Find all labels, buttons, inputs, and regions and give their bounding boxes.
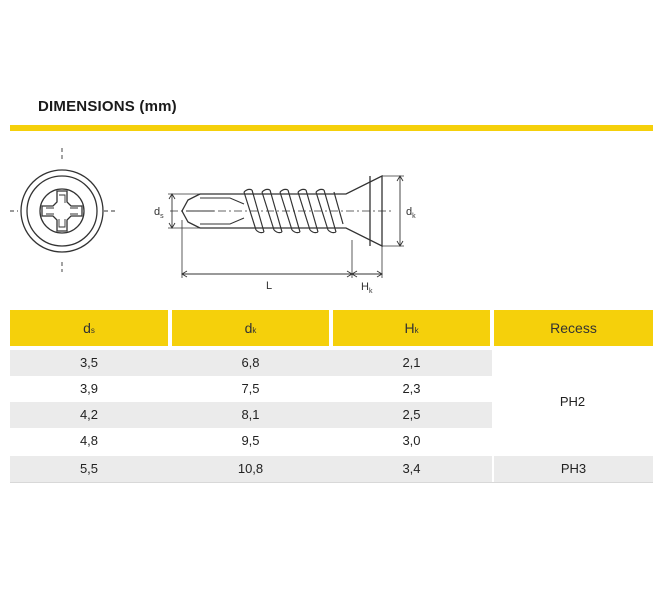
header-recess: Recess xyxy=(494,310,653,346)
cell-ds: 4,2 xyxy=(79,407,99,422)
cell-hk: 2,1 xyxy=(402,355,421,370)
cell-dk: 9,5 xyxy=(241,433,260,448)
cell-hk: 3,4 xyxy=(402,461,421,476)
cell-hk: 3,0 xyxy=(402,433,421,448)
table-row xyxy=(10,428,492,454)
dk-label: $d_k$ xyxy=(406,206,416,220)
header-hk: H $_k$ xyxy=(333,310,490,346)
cell-ds: 3,5 xyxy=(79,355,99,370)
cell-ds: 4,8 xyxy=(79,433,99,448)
screw-technical-drawing xyxy=(0,140,662,300)
screw-head-view xyxy=(10,148,116,272)
table-row xyxy=(10,376,492,402)
cell-hk: 2,3 xyxy=(402,381,421,396)
page-title: DIMENSIONS (mm) xyxy=(38,98,177,115)
table-row xyxy=(10,402,492,428)
title-underline xyxy=(10,125,653,131)
screw-side-view xyxy=(168,176,404,278)
cell-dk: 10,8 xyxy=(237,461,264,476)
cell-ds: 5,5 xyxy=(79,461,99,476)
ds-label: $d_s$ xyxy=(154,206,164,220)
table-row xyxy=(10,350,492,376)
length-label: L xyxy=(266,280,273,292)
header-ds: d $_s$ xyxy=(10,310,168,346)
table-bottom-rule xyxy=(10,482,653,483)
cell-dk: 6,8 xyxy=(241,355,260,370)
table-row xyxy=(10,456,492,482)
cell-dk: 7,5 xyxy=(241,381,260,396)
cell-ds: 3,9 xyxy=(79,381,99,396)
recess-cell-ph2: PH2 xyxy=(559,394,586,409)
recess-cell-ph3: PH3 xyxy=(494,456,653,482)
cell-dk: 8,1 xyxy=(241,407,260,422)
hk-label: $H_k$ xyxy=(361,281,373,295)
header-dk: d $_k$ xyxy=(172,310,329,346)
cell-hk: 2,5 xyxy=(402,407,421,422)
